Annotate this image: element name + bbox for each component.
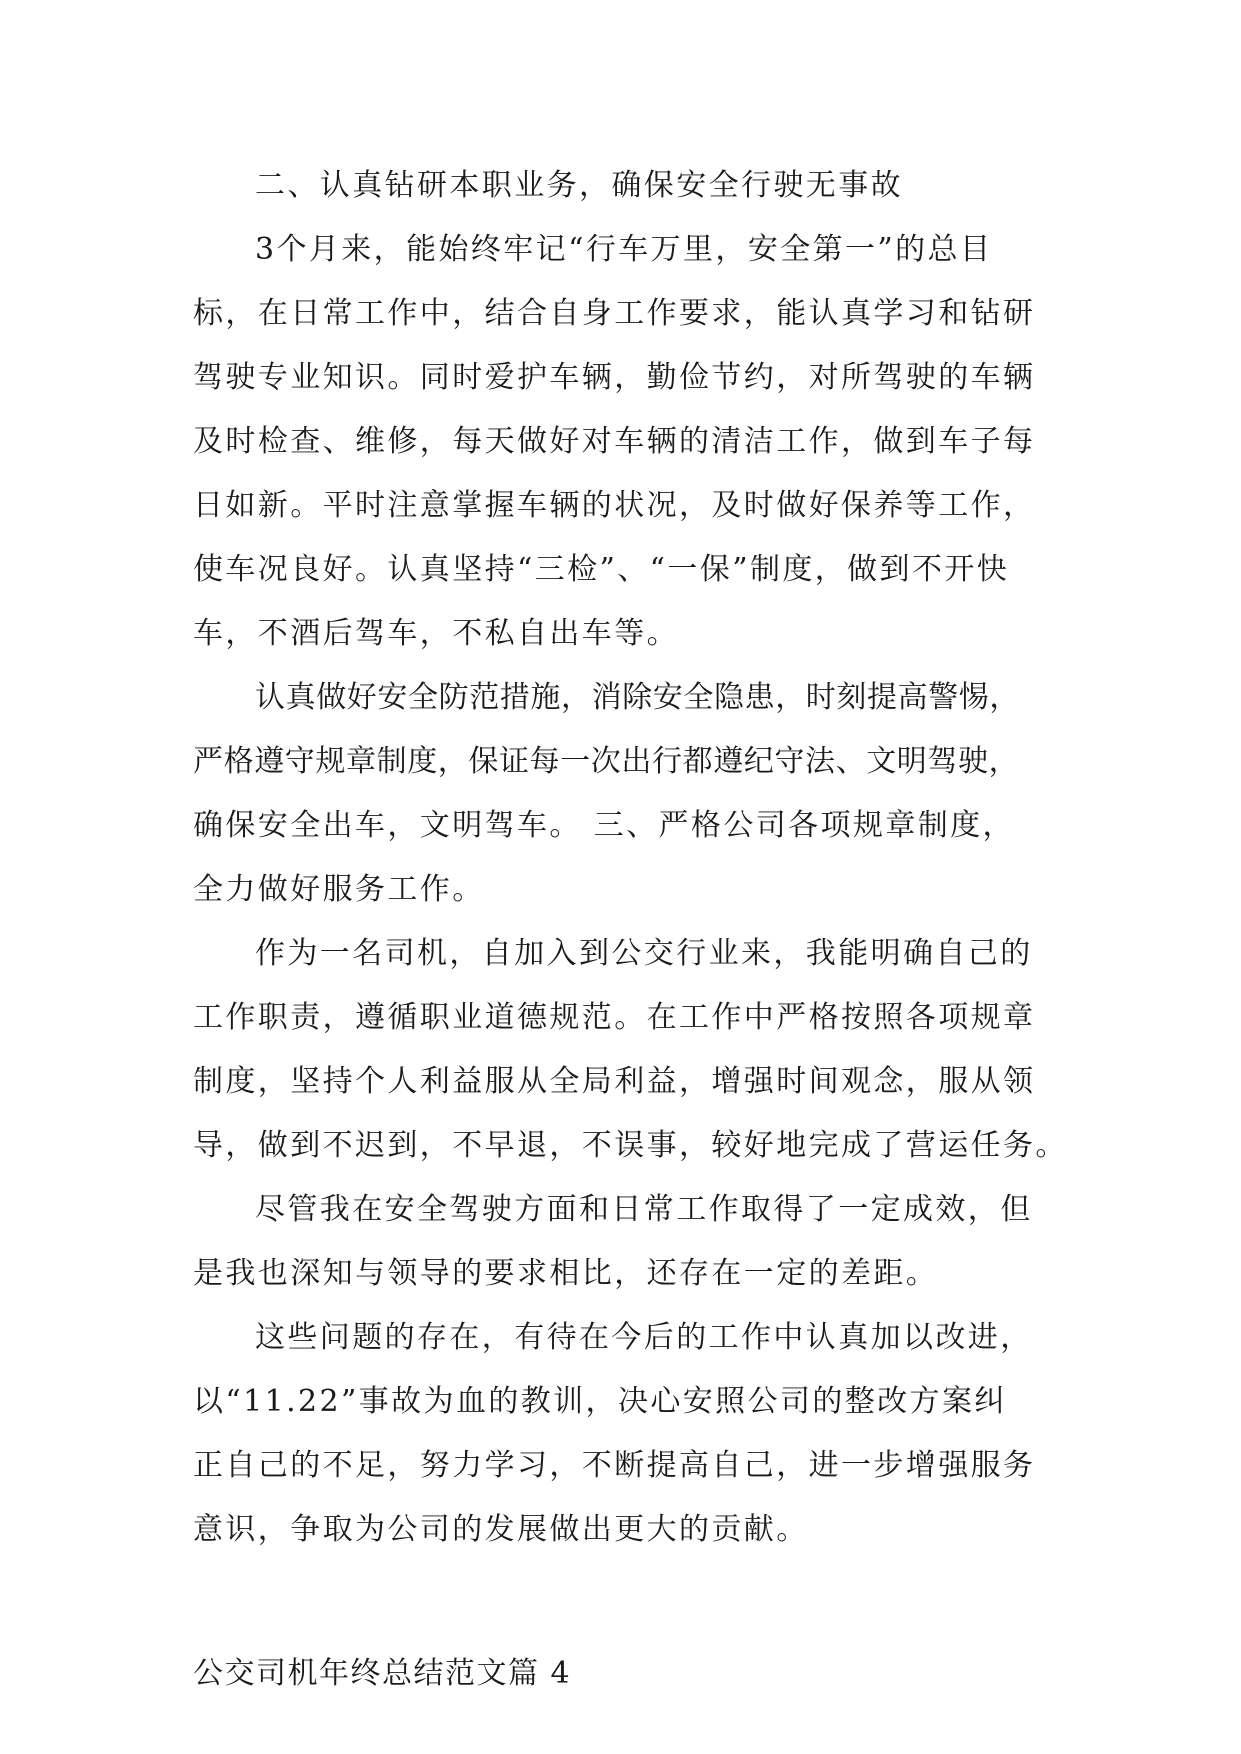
paragraph-1-line-6: 使车况良好。认真坚持“三检”、“一保”制度，做到不开快 bbox=[193, 552, 1010, 587]
paragraph-1-line-5: 日如新。平时注意掌握车辆的状况，及时做好保养等工作， bbox=[193, 488, 1036, 523]
paragraph-2-line-1: 认真做好安全防范措施，消除安全隐患，时刻提高警惕， bbox=[255, 680, 1020, 715]
paragraph-4-line-1: 尽管我在安全驾驶方面和日常工作取得了一定成效，但 bbox=[255, 1192, 1033, 1227]
paragraph-4-line-2: 是我也深知与领导的要求相比，还存在一定的差距。 bbox=[193, 1256, 939, 1291]
next-article-heading: 公交司机年终总结范文篇 4 bbox=[193, 1656, 572, 1691]
paragraph-3-line-4: 导，做到不迟到，不早退，不误事，较好地完成了营运任务。 bbox=[193, 1128, 1068, 1163]
paragraph-2-line-2: 严格遵守规章制度，保证每一次出行都遵纪守法、文明驾驶， bbox=[193, 744, 1020, 779]
paragraph-2-line-4: 全力做好服务工作。 bbox=[193, 872, 485, 907]
paragraph-5-line-2: 以“11.22”事故为血的教训，决心安照公司的整改方案纠 bbox=[193, 1384, 1007, 1419]
paragraph-1-line-7: 车，不酒后驾车，不私自出车等。 bbox=[193, 616, 679, 651]
paragraph-3-line-3: 制度，坚持个人利益服从全局利益，增强时间观念，服从领 bbox=[193, 1064, 1036, 1099]
paragraph-5-line-1: 这些问题的存在，有待在今后的工作中认真加以改进， bbox=[255, 1320, 1033, 1355]
paragraph-1-line-4: 及时检查、维修，每天做好对车辆的清洁工作，做到车子每 bbox=[193, 424, 1036, 459]
paragraph-3-line-1: 作为一名司机，自加入到公交行业来，我能明确自己的 bbox=[255, 936, 1033, 971]
paragraph-5-line-4: 意识，争取为公司的发展做出更大的贡献。 bbox=[193, 1512, 809, 1547]
section-heading-2: 二、认真钻研本职业务，确保安全行驶无事故 bbox=[255, 168, 903, 203]
paragraph-3-line-2: 工作职责，遵循职业道德规范。在工作中严格按照各项规章 bbox=[193, 1000, 1036, 1035]
paragraph-1-line-2: 标，在日常工作中，结合自身工作要求，能认真学习和钻研 bbox=[193, 296, 1036, 331]
paragraph-1-line-1: 3个月来，能始终牢记“行车万里，安全第一”的总目 bbox=[255, 232, 993, 267]
paragraph-1-line-3: 驾驶专业知识。同时爱护车辆，勤俭节约，对所驾驶的车辆 bbox=[193, 360, 1036, 395]
paragraph-5-line-3: 正自己的不足，努力学习，不断提高自己，进一步增强服务 bbox=[193, 1448, 1036, 1483]
paragraph-2-line-3: 确保安全出车，文明驾车。 三、严格公司各项规章制度， bbox=[193, 808, 1015, 843]
